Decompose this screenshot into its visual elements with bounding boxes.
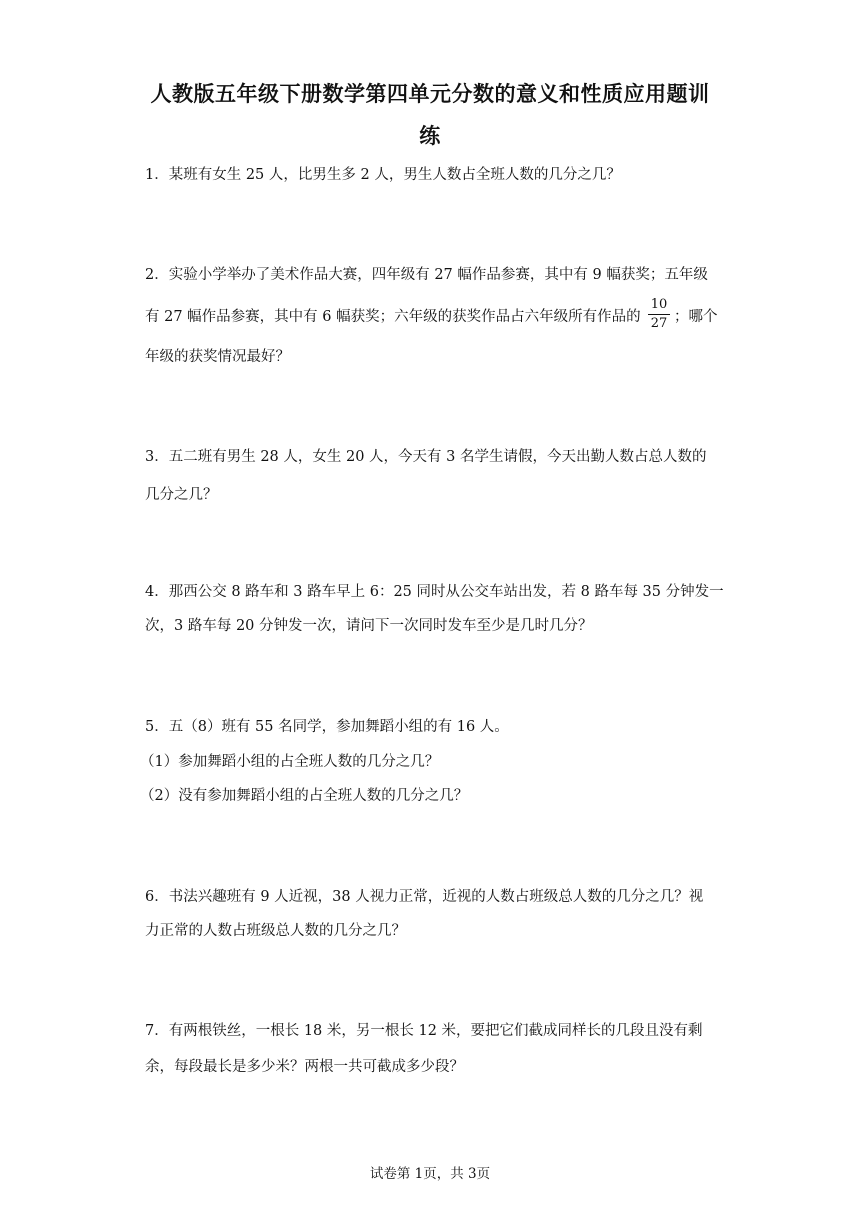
page-title-line1: 人教版五年级下册数学第四单元分数的意义和性质应用题训 xyxy=(150,82,710,106)
question-5-sub1: （1）参加舞蹈小组的占全班人数的几分之几？ xyxy=(140,754,440,770)
question-1: 1．某班有女生 25 人，比男生多 2 人，男生人数占全班人数的几分之几？ xyxy=(145,167,621,183)
page-footer: 试卷第 1页，共 3页 xyxy=(369,1166,491,1182)
question-5-sub2: （2）没有参加舞蹈小组的占全班人数的几分之几？ xyxy=(140,788,469,804)
question-7-line2: 余，每段最长是多少米？两根一共可截成多少段？ xyxy=(145,1059,464,1075)
question-3-line2: 几分之几？ xyxy=(145,487,218,503)
fraction-denominator: 27 xyxy=(650,316,668,331)
question-7-line1: 7．有两根铁丝，一根长 18 米，另一根长 12 米，要把它们截成同样长的几段且没有剩 xyxy=(145,1023,703,1039)
question-2-line2-after: ；哪个 xyxy=(674,309,718,325)
question-6-line1: 6．书法兴趣班有 9 人近视，38 人视力正常，近视的人数占班级总人数的几分之几？视 xyxy=(145,889,704,905)
question-4-line2: 次，3 路车每 20 分钟发一次，请问下一次同时发车至少是几时几分？ xyxy=(145,618,593,634)
question-2-line1: 2．实验小学举办了美术作品大赛，四年级有 27 幅作品参赛，其中有 9 幅获奖；五年级 xyxy=(145,267,708,283)
page-title-line2: 练 xyxy=(419,124,441,148)
question-5-stem: 5．五（8）班有 55 名同学，参加舞蹈小组的有 16 人。 xyxy=(145,719,509,735)
question-3-line1: 3．五二班有男生 28 人，女生 20 人，今天有 3 名学生请假，今天出勤人数占总人数的 xyxy=(145,449,707,465)
fraction-numerator: 10 xyxy=(648,297,670,315)
question-2-line3: 年级的获奖情况最好？ xyxy=(145,349,290,365)
question-6-line2: 力正常的人数占班级总人数的几分之几？ xyxy=(145,923,406,939)
question-2-line2-before: 有 27 幅作品参赛，其中有 6 幅获奖；六年级的获奖作品占六年级所有作品的 xyxy=(145,309,641,325)
question-2-fraction xyxy=(648,297,670,332)
question-4-line1: 4．那西公交 8 路车和 3 路车早上 6：25 同时从公交车站出发，若 8 路车每 35 分钟发一 xyxy=(145,584,724,600)
